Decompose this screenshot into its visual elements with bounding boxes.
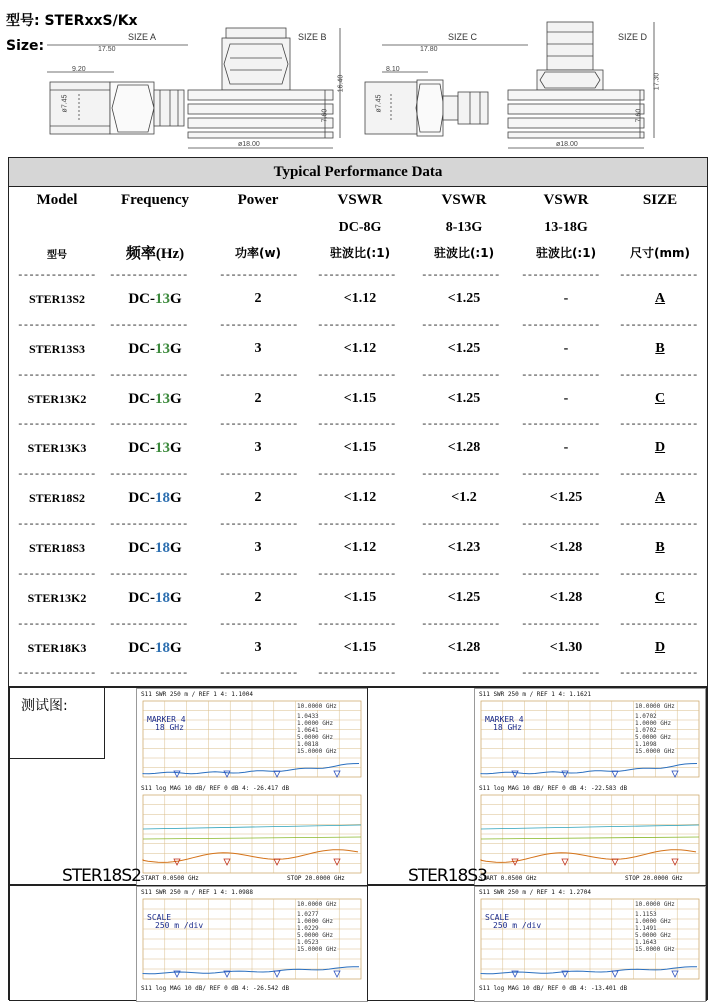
frequency-value: 13 bbox=[155, 340, 170, 357]
vna-marker-label: SCALE bbox=[147, 913, 172, 922]
cell-size bbox=[617, 589, 703, 607]
cell-frequency bbox=[107, 539, 203, 557]
row-separator: -------------- bbox=[521, 619, 600, 630]
row-separator: -------------- bbox=[219, 569, 297, 580]
vna-readout: 1.0229 bbox=[297, 925, 319, 932]
frequency-suffix: G bbox=[170, 639, 182, 656]
cell-model: STER13K2 bbox=[27, 590, 87, 605]
row-separator: -------------- bbox=[421, 420, 500, 431]
header-vswr-2-cn: 驻波比(:1) bbox=[433, 246, 495, 260]
plot-cell bbox=[367, 687, 707, 885]
vna-readout: 1.1153 bbox=[635, 911, 657, 918]
cell-v2: <1.2 bbox=[451, 490, 477, 506]
cell-model: STER13K3 bbox=[27, 441, 87, 456]
row-separator: -------------- bbox=[17, 420, 96, 431]
vna-readout: 15.0000 GHz bbox=[635, 946, 675, 953]
vna-readout: 1.1643 bbox=[635, 939, 657, 946]
row-separator: -------------- bbox=[317, 520, 396, 530]
cell-size bbox=[617, 639, 703, 657]
row-separator: -------------- bbox=[317, 320, 396, 331]
row-separator: -------------- bbox=[521, 420, 600, 431]
vna-readout: 1.1098 bbox=[635, 741, 657, 748]
row-separator: -------------- bbox=[421, 669, 500, 680]
vna-readout: 10.0000 GHz bbox=[635, 901, 675, 908]
cell-v2: <1.25 bbox=[447, 291, 481, 306]
row-separator: -------------- bbox=[219, 619, 297, 630]
frequency-value: 13 bbox=[155, 390, 170, 407]
size-a-title: SIZE A bbox=[128, 32, 157, 42]
header-vswr-1: VSWR bbox=[337, 192, 383, 208]
size-link[interactable]: C bbox=[654, 589, 666, 605]
vna-top-header: S11 SWR 250 m / REF 1 4: 1.1621 bbox=[479, 691, 591, 698]
cell-v1: <1.15 bbox=[343, 390, 377, 406]
cell-v3: - bbox=[563, 390, 569, 406]
vna-readout: 1.0000 GHz bbox=[635, 720, 672, 727]
row-separator: -------------- bbox=[521, 569, 600, 580]
row-separator: -------------- bbox=[17, 470, 96, 481]
row-separator: -------------- bbox=[219, 271, 297, 281]
cell-v1: <1.12 bbox=[343, 340, 377, 356]
vna-readout: 1.0000 GHz bbox=[297, 918, 334, 925]
cell-power: 3 bbox=[254, 639, 262, 655]
vna-screenshot bbox=[136, 688, 368, 886]
row-separator: -------------- bbox=[317, 669, 396, 680]
vna-readout: 5.0000 GHz bbox=[297, 734, 334, 741]
vna-marker-value: 250 m /div bbox=[155, 921, 204, 930]
row-separator: -------------- bbox=[109, 569, 188, 580]
test-plots-section bbox=[8, 687, 708, 1000]
vna-bottom-header: S11 log MAG 10 dB/ REF 0 dB 4: -26.417 dB bbox=[141, 785, 290, 792]
size-link[interactable]: C bbox=[654, 390, 666, 406]
row-separator: -------------- bbox=[219, 669, 297, 680]
row-separator: -------------- bbox=[109, 271, 188, 281]
vna-marker-value: 18 GHz bbox=[493, 723, 522, 732]
row-separator: -------------- bbox=[219, 420, 297, 431]
cell-v2: <1.25 bbox=[447, 589, 481, 605]
cell-size bbox=[617, 340, 703, 358]
row-separator: -------------- bbox=[521, 669, 600, 680]
vna-top-header: S11 SWR 250 m / REF 1 4: 1.1004 bbox=[141, 691, 253, 698]
row-separator: -------------- bbox=[521, 470, 600, 481]
cell-model: STER18K3 bbox=[27, 640, 87, 655]
header-vswr-1-range: DC-8G bbox=[338, 220, 382, 235]
row-separator: -------------- bbox=[219, 320, 297, 331]
plot-model-name: STER18S2 bbox=[62, 866, 141, 886]
row-separator: -------------- bbox=[317, 569, 396, 580]
row-separator: -------------- bbox=[317, 470, 396, 481]
vna-marker-label: MARKER 4 bbox=[485, 715, 524, 724]
header-vswr-3: VSWR bbox=[543, 192, 589, 208]
cell-v3: - bbox=[563, 340, 569, 356]
vna-readout: 1.0000 GHz bbox=[297, 720, 334, 727]
dimension-drawings bbox=[0, 0, 715, 157]
size-d-height: 17.30 bbox=[653, 72, 661, 91]
plot-cell bbox=[9, 687, 367, 885]
plot-cell bbox=[9, 885, 367, 1001]
vna-readout: 15.0000 GHz bbox=[297, 946, 337, 953]
row-separator: -------------- bbox=[619, 271, 698, 281]
size-link[interactable]: A bbox=[654, 490, 666, 506]
row-separator: -------------- bbox=[109, 470, 188, 481]
row-separator: -------------- bbox=[109, 619, 188, 630]
row-separator: -------------- bbox=[521, 271, 600, 281]
row-separator: -------------- bbox=[17, 320, 96, 331]
cell-size bbox=[617, 439, 703, 457]
row-separator: -------------- bbox=[317, 370, 396, 381]
cell-size bbox=[617, 539, 703, 557]
row-separator: -------------- bbox=[619, 370, 698, 381]
size-c-length: 17.80 bbox=[420, 46, 438, 53]
header-vswr-3-range: 13-18G bbox=[544, 220, 588, 235]
vna-marker-label: SCALE bbox=[485, 913, 510, 922]
cell-frequency bbox=[107, 439, 203, 457]
row-separator: -------------- bbox=[619, 520, 698, 530]
frequency-prefix: DC- bbox=[128, 340, 155, 357]
frequency-prefix: DC- bbox=[128, 639, 155, 656]
header-power-cn: 功率(w) bbox=[234, 246, 282, 260]
frequency-value: 18 bbox=[155, 639, 170, 656]
cell-v2: <1.25 bbox=[447, 340, 481, 356]
cell-power: 2 bbox=[254, 589, 262, 605]
size-link[interactable]: D bbox=[654, 440, 666, 456]
vna-readout: 10.0000 GHz bbox=[297, 703, 337, 710]
row-separator: -------------- bbox=[109, 669, 188, 680]
row-separator: -------------- bbox=[619, 569, 698, 580]
row-separator: -------------- bbox=[219, 470, 297, 481]
row-separator: -------------- bbox=[109, 420, 188, 431]
size-d-thickness: 7.60 bbox=[635, 108, 643, 123]
row-separator: -------------- bbox=[317, 420, 396, 431]
row-separator: -------------- bbox=[421, 320, 500, 331]
row-separator: -------------- bbox=[109, 370, 188, 381]
cell-frequency bbox=[107, 489, 203, 507]
row-separator: -------------- bbox=[317, 271, 396, 281]
size-a-body: 9.20 bbox=[72, 66, 86, 73]
cell-v1: <1.15 bbox=[343, 440, 377, 456]
vna-start-freq: START 0.0500 GHz bbox=[479, 875, 537, 882]
cell-model: STER13K2 bbox=[27, 391, 87, 406]
row-separator: -------------- bbox=[619, 470, 698, 481]
cell-v1: <1.12 bbox=[343, 291, 377, 306]
cell-power: 3 bbox=[254, 440, 262, 456]
size-b-title: SIZE B bbox=[298, 32, 327, 42]
frequency-prefix: DC- bbox=[128, 440, 155, 457]
frequency-suffix: G bbox=[170, 540, 182, 556]
cell-power: 2 bbox=[254, 390, 262, 406]
vna-bottom-header: S11 log MAG 10 dB/ REF 0 dB 4: -26.542 dB bbox=[141, 985, 290, 992]
vna-readout: 1.0433 bbox=[297, 713, 319, 720]
vna-readout: 1.0702 bbox=[635, 713, 657, 720]
vna-stop-freq: STOP 20.0000 GHz bbox=[625, 875, 683, 882]
cell-v3: - bbox=[563, 291, 569, 306]
cell-power: 2 bbox=[254, 490, 262, 506]
row-separator: -------------- bbox=[521, 370, 600, 381]
size-d-diameter: ø18.00 bbox=[556, 141, 578, 148]
cell-size bbox=[617, 390, 703, 408]
vna-start-freq: START 0.0500 GHz bbox=[141, 875, 199, 882]
row-separator: -------------- bbox=[219, 370, 297, 381]
header-model-cn: 型号 bbox=[47, 250, 67, 261]
frequency-value: 13 bbox=[155, 291, 170, 307]
vna-bottom-header: S11 log MAG 10 dB/ REF 0 dB 4: -22.583 dB bbox=[479, 785, 628, 792]
row-separator: -------------- bbox=[17, 569, 96, 580]
frequency-prefix: DC- bbox=[128, 490, 155, 507]
row-separator: -------------- bbox=[421, 619, 500, 630]
row-separator: -------------- bbox=[619, 669, 698, 680]
cell-power: 3 bbox=[254, 340, 262, 356]
cell-v3: - bbox=[563, 440, 569, 456]
row-separator: -------------- bbox=[17, 271, 96, 281]
size-b-height: 16.40 bbox=[337, 74, 345, 93]
size-link[interactable]: D bbox=[654, 639, 666, 655]
cell-frequency bbox=[107, 290, 203, 308]
vna-readout: 1.0523 bbox=[297, 939, 319, 946]
frequency-suffix: G bbox=[170, 340, 182, 357]
cell-v2: <1.28 bbox=[447, 639, 481, 655]
row-separator: -------------- bbox=[17, 619, 96, 630]
cell-power: 3 bbox=[254, 540, 262, 555]
vna-screenshot bbox=[474, 886, 706, 1002]
header-vswr-1-cn: 驻波比(:1) bbox=[329, 246, 391, 260]
size-link[interactable]: B bbox=[655, 540, 665, 555]
vna-screenshot bbox=[136, 886, 368, 1002]
row-separator: -------------- bbox=[17, 669, 96, 680]
cell-size bbox=[617, 489, 703, 507]
cell-frequency bbox=[107, 390, 203, 408]
frequency-suffix: G bbox=[170, 440, 182, 457]
cell-v1: <1.12 bbox=[343, 540, 377, 555]
header-size-cn: 尺寸(mm) bbox=[630, 246, 690, 260]
size-a-length: 17.50 bbox=[98, 46, 116, 53]
row-separator: -------------- bbox=[17, 370, 96, 381]
vna-readout: 1.0702 bbox=[635, 727, 657, 734]
cell-model: STER18S3 bbox=[28, 541, 86, 555]
vna-marker-label: MARKER 4 bbox=[147, 715, 186, 724]
size-b-thickness: 7.60 bbox=[321, 108, 329, 123]
size-d-title: SIZE D bbox=[618, 32, 648, 42]
frequency-prefix: DC- bbox=[128, 390, 155, 407]
row-separator: -------------- bbox=[521, 520, 600, 530]
cell-v2: <1.28 bbox=[447, 440, 481, 456]
vna-readout: 1.0641 bbox=[297, 727, 319, 734]
vna-readout: 1.0277 bbox=[297, 911, 319, 918]
cell-size bbox=[617, 290, 703, 308]
row-separator: -------------- bbox=[317, 619, 396, 630]
size-c-body: 8.10 bbox=[386, 66, 400, 73]
frequency-suffix: G bbox=[170, 490, 182, 507]
test-label: 测试图: bbox=[21, 698, 68, 714]
vna-top-header: S11 SWR 250 m / REF 1 4: 1.2704 bbox=[479, 889, 591, 896]
vna-readout: 15.0000 GHz bbox=[297, 748, 337, 755]
vna-readout: 5.0000 GHz bbox=[297, 932, 334, 939]
row-separator: -------------- bbox=[109, 320, 188, 331]
cell-v2: <1.25 bbox=[447, 390, 481, 406]
row-separator: -------------- bbox=[219, 520, 297, 530]
vna-top-header: S11 SWR 250 m / REF 1 4: 1.0988 bbox=[141, 889, 253, 896]
row-separator: -------------- bbox=[421, 271, 500, 281]
cell-v3: <1.28 bbox=[549, 540, 583, 555]
size-link[interactable]: A bbox=[654, 291, 666, 306]
size-b-diameter: ø18.00 bbox=[238, 141, 260, 148]
cell-v1: <1.15 bbox=[343, 589, 377, 605]
frequency-prefix: DC- bbox=[128, 589, 155, 606]
row-separator: -------------- bbox=[421, 370, 500, 381]
size-link[interactable]: B bbox=[655, 340, 665, 356]
vna-screenshot bbox=[474, 688, 706, 886]
vna-readout: 5.0000 GHz bbox=[635, 734, 672, 741]
vna-marker-value: 250 m /div bbox=[493, 921, 542, 930]
vna-readout: 10.0000 GHz bbox=[635, 703, 675, 710]
frequency-prefix: DC- bbox=[128, 540, 155, 556]
cell-frequency bbox=[107, 340, 203, 358]
frequency-suffix: G bbox=[170, 390, 182, 407]
frequency-suffix: G bbox=[170, 291, 182, 307]
header-vswr-2-range: 8-13G bbox=[445, 220, 483, 235]
header-model: Model bbox=[36, 192, 78, 208]
size-label: Size: bbox=[6, 38, 45, 54]
header-vswr-3-cn: 驻波比(:1) bbox=[535, 246, 597, 260]
vna-readout: 10.0000 GHz bbox=[297, 901, 337, 908]
cell-model: STER13S2 bbox=[28, 292, 86, 306]
header-size: SIZE bbox=[642, 192, 678, 208]
table-title: Typical Performance Data bbox=[9, 158, 707, 187]
size-a-diameter: ø7.45 bbox=[61, 94, 69, 113]
header-vswr-2: VSWR bbox=[441, 192, 487, 208]
cell-frequency bbox=[107, 639, 203, 657]
row-separator: -------------- bbox=[619, 320, 698, 331]
row-separator: -------------- bbox=[421, 470, 500, 481]
cell-v3: <1.28 bbox=[549, 589, 583, 605]
cell-v3: <1.25 bbox=[549, 490, 583, 506]
vna-readout: 15.0000 GHz bbox=[635, 748, 675, 755]
vna-readout: 1.0000 GHz bbox=[635, 918, 672, 925]
vna-readout: 1.0818 bbox=[297, 741, 319, 748]
row-separator: -------------- bbox=[619, 420, 698, 431]
row-separator: -------------- bbox=[109, 520, 188, 530]
plot-model-name: STER18S3 bbox=[408, 866, 487, 886]
row-separator: -------------- bbox=[421, 569, 500, 580]
vna-readout: 1.1491 bbox=[635, 925, 657, 932]
performance-table bbox=[8, 157, 708, 687]
vna-bottom-header: S11 log MAG 10 dB/ REF 0 dB 4: -13.401 dB bbox=[479, 985, 628, 992]
frequency-suffix: G bbox=[170, 589, 182, 606]
size-c-diameter: ø7.45 bbox=[375, 94, 383, 113]
cell-frequency bbox=[107, 589, 203, 607]
frequency-value: 13 bbox=[155, 440, 170, 457]
frequency-value: 18 bbox=[155, 589, 170, 606]
header-power: Power bbox=[237, 192, 279, 208]
frequency-value: 18 bbox=[155, 540, 170, 556]
row-separator: -------------- bbox=[17, 520, 96, 530]
cell-v1: <1.12 bbox=[343, 490, 377, 506]
row-separator: -------------- bbox=[421, 520, 500, 530]
header-frequency: Frequency bbox=[120, 192, 190, 208]
vna-marker-value: 18 GHz bbox=[155, 723, 184, 732]
vna-stop-freq: STOP 20.0000 GHz bbox=[287, 875, 345, 882]
cell-model: STER13S3 bbox=[28, 341, 86, 356]
size-c-title: SIZE C bbox=[448, 32, 478, 42]
row-separator: -------------- bbox=[521, 320, 600, 331]
cell-v3: <1.30 bbox=[549, 639, 583, 655]
frequency-prefix: DC- bbox=[128, 291, 155, 307]
cell-v2: <1.23 bbox=[447, 540, 481, 555]
header-frequency-cn: 频率(Hz) bbox=[125, 246, 185, 262]
plot-cell bbox=[367, 885, 707, 1001]
cell-model: STER18S2 bbox=[28, 491, 86, 506]
frequency-value: 18 bbox=[155, 490, 170, 507]
cell-v1: <1.15 bbox=[343, 639, 377, 655]
row-separator: -------------- bbox=[619, 619, 698, 630]
cell-power: 2 bbox=[254, 291, 262, 306]
model-label: 型号: STERxxS/Kx bbox=[6, 13, 138, 29]
vna-readout: 5.0000 GHz bbox=[635, 932, 672, 939]
